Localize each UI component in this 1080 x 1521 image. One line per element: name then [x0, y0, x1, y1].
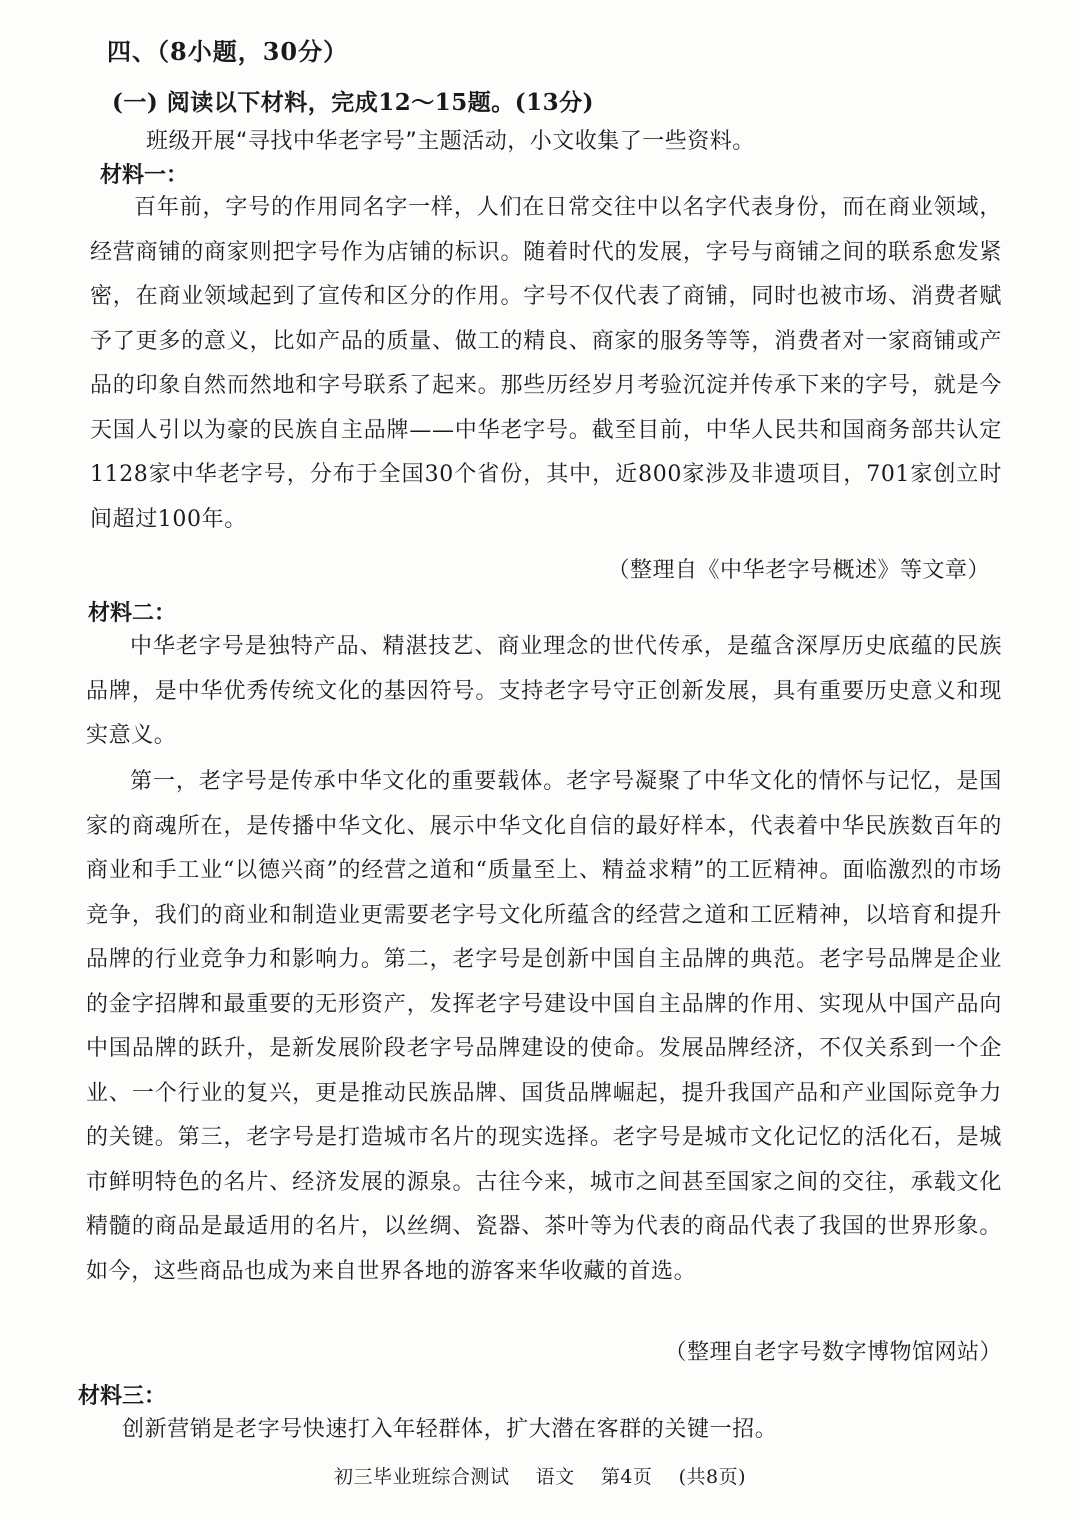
material-two-label: 材料二：	[88, 600, 177, 626]
material-one-source: （整理自《中华老字号概述》等文章）	[607, 558, 990, 583]
material-one-label: 材料一：	[100, 162, 189, 188]
material-one-paragraph: 百年前，字号的作用同名字一样，人们在日常交往中以名字代表身份，而在商业领域，经营商铺的商家则把字号作为店铺的标识。随着时代的发展，字号与商铺之间的联系愈发紧密，在商业领域起到了宣传和区分的作用。字号不仅代表了商铺，同时也被市场、消费者赋予了更多的意义，比如产品的质量、做工的精良、商家的服务等等，消费者对一家商铺或产品的印象自然而然地和字号联系了起来。那些历经岁月考验沉淀并传承下来的字号，就是今天国人引以为豪的民族自主品牌——中华老字号。截至目前，中华人民共和国商务部共认定1128家中华老字号，分布于全国30个省份，其中，近800家涉及非遗项目，701家创立时间超过100年。	[90, 195, 1002, 532]
activity-intro: 班级开展“寻找中华老字号”主题活动，小文收集了一些资料。	[146, 129, 755, 154]
material-three-paragraph: 创新营销是老字号快速打入年轻群体，扩大潜在客群的关键一招。	[122, 1417, 778, 1442]
material-three-label: 材料三：	[78, 1383, 167, 1409]
page-footer: 初三毕业班综合测试 语文 第4页 (共8页)	[334, 1466, 746, 1488]
material-two-paragraph-1: 中华老字号是独特产品、精湛技艺、商业理念的世代传承，是蕴含深厚历史底蕴的民族品牌，是中华优秀传统文化的基因符号。支持老字号守正创新发展，具有重要历史意义和现实意义。	[86, 634, 1002, 748]
question-group-heading: (一) 阅读以下材料，完成12～15题。(13分)	[112, 89, 595, 116]
section-heading: 四、（8小题，30分）	[107, 37, 349, 66]
material-two-paragraph-2: 第一，老字号是传承中华文化的重要载体。老字号凝聚了中华文化的情怀与记忆，是国家的商魂所在，是传播中华文化、展示中华文化自信的最好样本，代表着中华民族数百年的商业和手工业“以德兴商”的经营之道和“质量至上、精益求精”的工匠精神。面临激烈的市场竞争，我们的商业和制造业更需要老字号文化所蕴含的经营之道和工匠精神，以培育和提升品牌的行业竞争力和影响力。第二，老字号是创新中国自主品牌的典范。老字号品牌是企业的金字招牌和最重要的无形资产，发挥老字号建设中国自主品牌的作用、实现从中国产品向中国品牌的跃升，是新发展阶段老字号品牌建设的使命。发展品牌经济，不仅关系到一个企业、一个行业的复兴，更是推动民族品牌、国货品牌崛起，提升我国产品和产业国际竞争力的关键。第三，老字号是打造城市名片的现实选择。老字号是城市文化记忆的活化石，是城市鲜明特色的名片、经济发展的源泉。古往今来，城市之间甚至国家之间的交往，承载文化精髓的商品是最适用的名片，以丝绸、瓷器、茶叶等为代表的商品代表了我国的世界形象。如今，这些商品也成为来自世界各地的游客来华收藏的首选。	[86, 769, 1002, 1284]
material-two-source: （整理自老字号数字博物馆网站）	[664, 1340, 1002, 1365]
